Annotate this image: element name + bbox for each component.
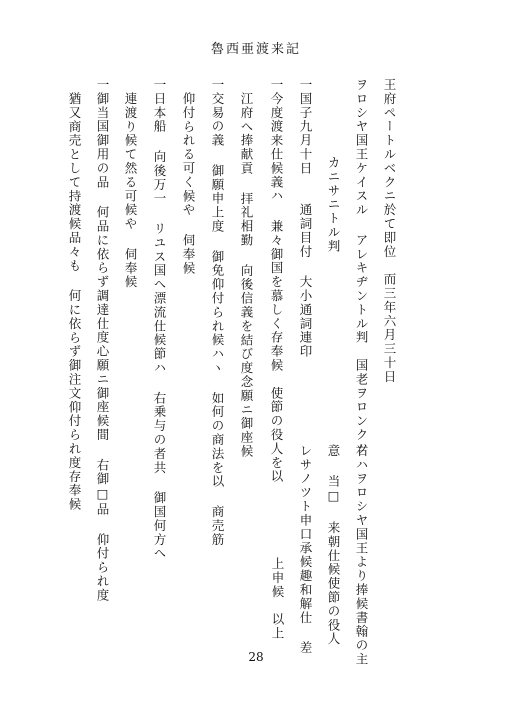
text-column-5: 一今度渡来仕候義ハ 兼々御国を慕しく存奉候 使節の役人を以 [269, 78, 284, 484]
note-column-4: 上申候 以上 [270, 557, 285, 641]
text-column-3: カニサニトル判 [326, 156, 341, 254]
text-column-8: 仰付られる可く候や 伺奉候 [181, 92, 196, 276]
text-column-6: 江府へ捧献貢 拝礼相勤 向後信義を結び度念願ニ御座候 [239, 92, 254, 459]
note-column-1: 右ハヲロシヤ国王より捧候書翰の主 [354, 444, 369, 667]
text-column-11: 一御当国御用の品 何品に依らず調達仕度心願ニ御座候間 右御□品 仰付られ度 [95, 78, 110, 603]
text-column-2: ヲロシヤ国王ケイスル アレキヂントル判 国老ヲロンクツ [354, 78, 369, 456]
text-column-1: 王府ペートルベクニ於て即位 而三年六月三十日 [382, 78, 397, 384]
text-column-9: 一日本船 向後万一 リユス国へ漂流仕候節ハ 右乗与の者共 御国何方へ [152, 78, 167, 561]
text-column-10: 連渡り候て然る可候や 伺奉候 [123, 92, 138, 290]
page-number: 28 [248, 650, 264, 664]
text-column-12: 猶又商売として持渡候品々も 何に依らず御注文仰付られ度存奉候 [67, 92, 82, 512]
note-column-3: レサノツト申口承候趣和解仕 差 [298, 444, 313, 655]
note-column-2: 意 当□ 来朝仕候使節の役人 [326, 444, 341, 647]
text-column-7: 一交易の義 御願申上度 御免仰付られ候ハヽ 如何の商法を以 商売筋 [210, 78, 225, 547]
page-title: 魯西亜渡来記 [210, 42, 301, 57]
text-column-4: 一国子九月十日 通詞目付 大小通詞連印 [298, 78, 313, 359]
